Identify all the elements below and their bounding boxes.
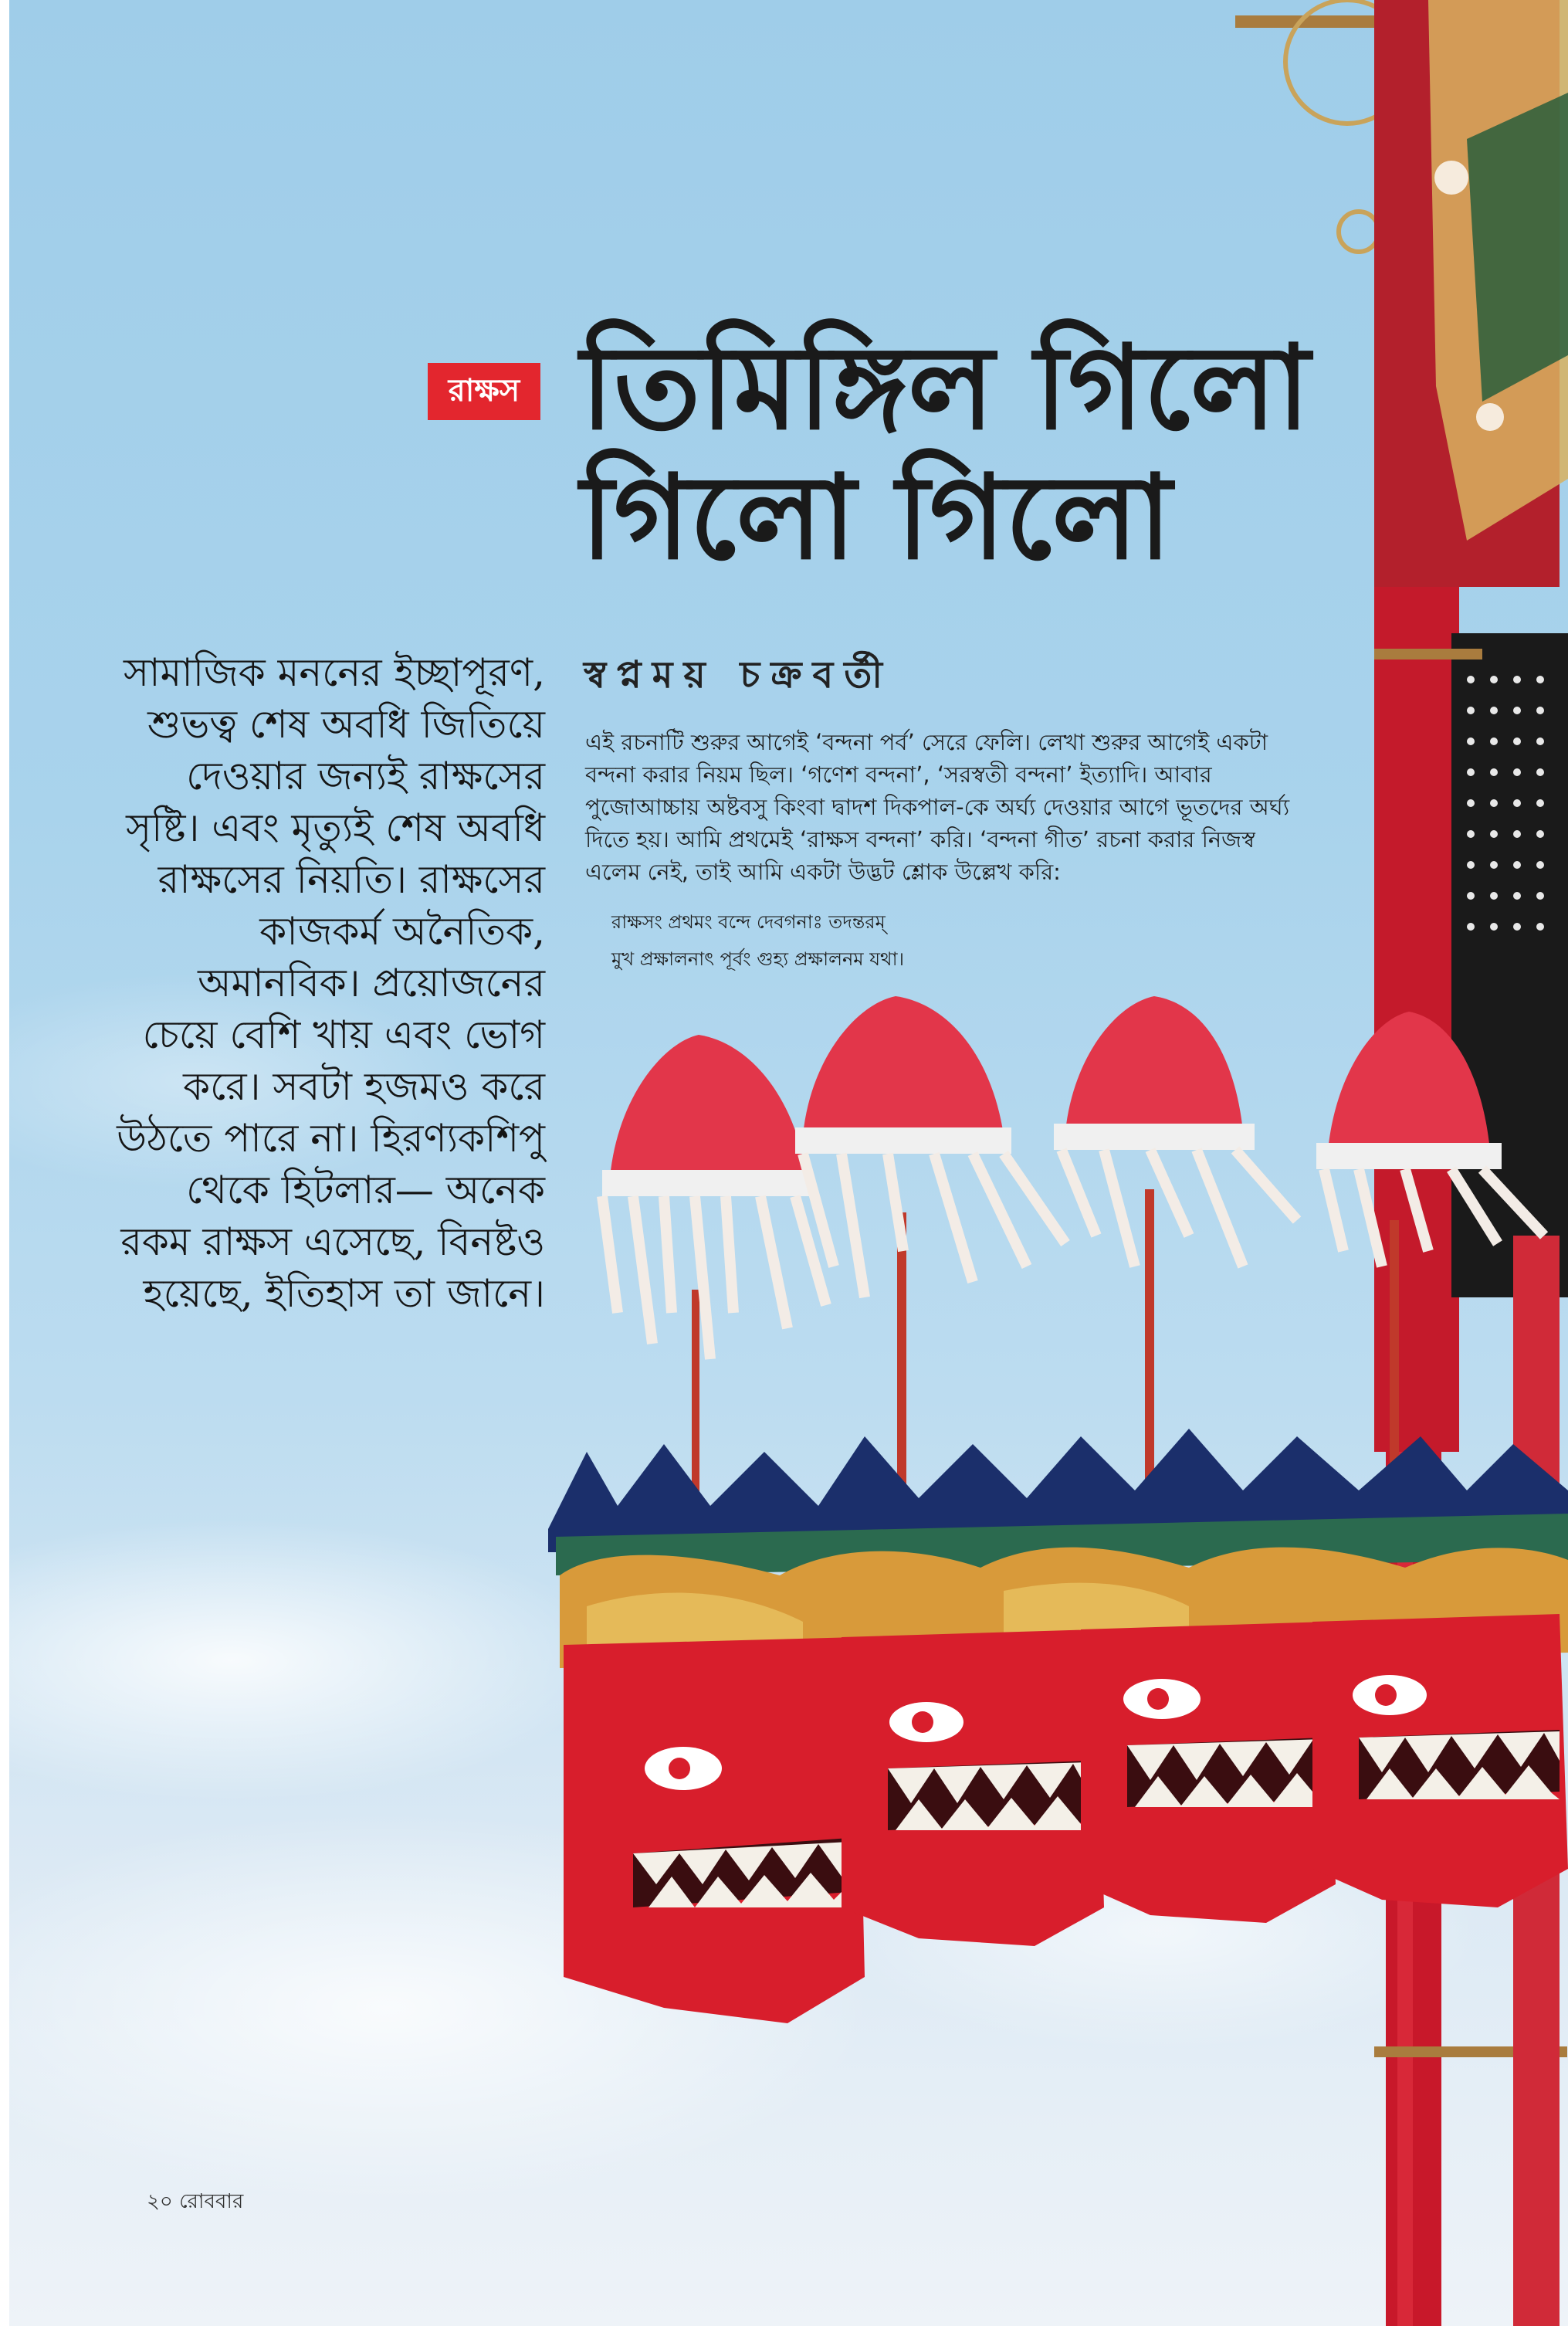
page-folio: ২০ রোববার bbox=[147, 2190, 244, 2213]
verse-line-2: মুখ প্রক্ষালনাৎ পূর্বং গুহ্য প্রক্ষালনম যথা। bbox=[611, 948, 905, 970]
verse-line-1: রাক্ষসং প্রথমং বন্দে দেবগনাঃ তদন্তরম্ bbox=[611, 911, 886, 933]
pull-quote: সামাজিক মননের ইচ্ছাপূরণ, শুভত্ব শেষ অবধি জিতিয়ে দেওয়ার জন্যই রাক্ষসের সৃষ্টি। এবং মৃত্যুই শেষ অবধি রাক্ষসের নিয়তি। রাক্ষসের কাজকর্ম অনৈতিক, অমানবিক। প্রয়োজনের চেয়ে বেশি খায় এবং ভোগ করে। সবটা হজমও করে উঠতে পারে না। হিরণ্যকশিপু থেকে হিটলার— অনেক রকম রাক্ষস এসেছে, বিনষ্টও হয়েছে, ইতিহাস তা জানে। bbox=[117, 650, 545, 1316]
headline-line-1: তিমিঙ্গিল গিলো bbox=[581, 320, 1310, 456]
verse bbox=[611, 904, 1152, 978]
body-paragraph: এই রচনাটি শুরুর আগেই ‘বন্দনা পর্ব’ সেরে ফেলি। লেখা শুরুর আগেই একটা বন্দনা করার নিয়ম ছিল। ‘গণেশ বন্দনা’, ‘সরস্বতী বন্দনা’ ইত্যাদি। আবার পুজোআচ্চায় অষ্টবসু কিংবা দ্বাদশ দিকপাল-কে অর্ঘ্য দেওয়ার আগে ভূতদের অর্ঘ্য দিতে হয়। আমি প্রথমেই ‘রাক্ষস বন্দনা’ করি। ‘বন্দনা গীত’ রচনা করার নিজস্ব এলেম নেই, তাই আমি একটা উদ্ভট শ্লোক উল্লেখ করি: bbox=[585, 729, 1290, 885]
section-tag: রাক্ষস bbox=[428, 363, 540, 420]
byline: স্বপ্নময় চক্রবর্তী bbox=[584, 653, 893, 697]
headline-line-2: গিলো গিলো bbox=[581, 449, 1172, 585]
headline bbox=[581, 320, 1391, 585]
